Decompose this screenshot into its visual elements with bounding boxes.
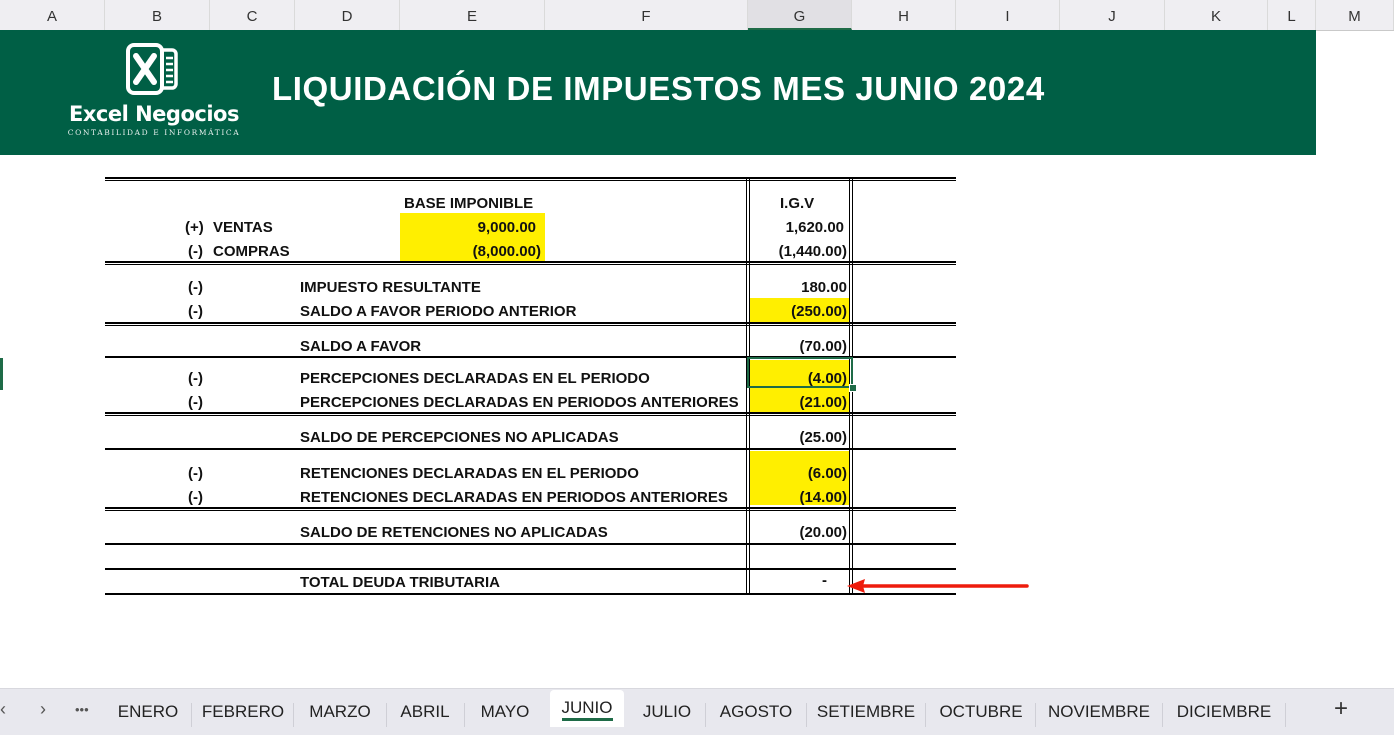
column-header-a[interactable]: A [0,0,105,30]
border-top [105,177,956,181]
red-arrow-annotation-icon [845,575,1035,597]
border-after-compras [105,261,956,265]
row-label-retenciones-periodo: RETENCIONES DECLARADAS EN EL PERIODO [300,465,639,482]
row-label-saldo-a-favor: SALDO A FAVOR [300,338,422,355]
add-sheet-button[interactable]: + [1334,695,1349,722]
border-after-saldo-percepciones [105,448,956,450]
title-banner [0,30,1316,155]
ventas-igv[interactable]: 1,620.00 [785,219,844,236]
tab-separator [191,703,192,727]
excel-logo-icon [124,42,184,100]
border-bottom [105,593,956,595]
tab-separator [806,703,807,727]
row-value-saldo-a-favor[interactable]: (70.00) [799,338,847,355]
tab-agosto[interactable]: AGOSTO [719,702,793,721]
row-value-retenciones-periodo[interactable]: (6.00) [807,465,847,482]
row-label-saldo-percepciones: SALDO DE PERCEPCIONES NO APLICADAS [300,429,619,446]
worksheet-grid[interactable] [0,155,1394,685]
column-header-j[interactable]: J [1060,0,1165,30]
column-header-k[interactable]: K [1165,0,1268,30]
row-label-saldo-retenciones: SALDO DE RETENCIONES NO APLICADAS [300,524,608,541]
row-label-retenciones-anteriores: RETENCIONES DECLARADAS EN PERIODOS ANTERIORES [300,489,728,506]
selected-cell-g[interactable] [747,357,853,388]
row-sign: (-) [188,394,203,411]
header-base-imponible: BASE IMPONIBLE [404,195,534,212]
sheet-tabs-bar [0,688,1394,735]
tab-junio-label: JUNIO [562,698,613,721]
column-header-m[interactable]: M [1316,0,1394,30]
row-label-impuesto-resultante: IMPUESTO RESULTANTE [300,279,481,296]
compras-label: COMPRAS [213,243,290,260]
excel-negocios-logo [66,42,242,147]
column-header-e[interactable]: E [400,0,545,30]
compras-igv[interactable]: (1,440.00) [778,243,847,260]
border-after-percepciones [105,412,956,416]
tab-julio[interactable]: JULIO [642,702,692,721]
row-sign: (-) [188,370,203,387]
tab-separator [464,703,465,727]
tab-separator [1162,703,1163,727]
brand-tagline: CONTABILIDAD E INFORMÁTICA [67,128,241,137]
column-header-d[interactable]: D [295,0,400,30]
row-sign: (-) [188,489,203,506]
tab-separator [925,703,926,727]
row-value-total-deuda[interactable]: - [822,572,827,589]
row-sign: (-) [188,279,203,296]
tab-mayo[interactable]: MAYO [480,702,530,721]
row-value-retenciones-anteriores[interactable]: (14.00) [799,489,847,506]
border-before-total [105,568,956,570]
tab-separator [1035,703,1036,727]
ventas-sign: (+) [185,219,204,236]
border-after-saldo-retenciones [105,543,956,545]
header-igv: I.G.V [780,195,815,212]
page-title: LIQUIDACIÓN DE IMPUESTOS MES JUNIO 2024 [272,70,1045,107]
row-value-percepciones-anteriores[interactable]: (21.00) [799,394,847,411]
ventas-label: VENTAS [213,219,273,236]
more-tabs-button[interactable]: ••• [75,702,89,717]
column-header-h[interactable]: H [852,0,956,30]
fill-handle[interactable] [849,384,857,392]
tab-separator [293,703,294,727]
column-header-g[interactable]: G [748,0,852,30]
row-sign: (-) [188,303,203,320]
column-header-i[interactable]: I [956,0,1060,30]
column-header-f[interactable]: F [545,0,748,30]
row-label-percepciones-periodo: PERCEPCIONES DECLARADAS EN EL PERIODO [300,370,650,387]
row-value-saldo-retenciones[interactable]: (20.00) [799,524,847,541]
tab-diciembre[interactable]: DICIEMBRE [1176,702,1272,721]
column-header-bar [0,0,1394,31]
compras-base[interactable]: (8,000.00) [472,243,541,260]
row-value-saldo-percepciones[interactable]: (25.00) [799,429,847,446]
row-label-total-deuda: TOTAL DEUDA TRIBUTARIA [300,574,500,591]
row-sign: (-) [188,465,203,482]
tab-separator [386,703,387,727]
row-label-percepciones-anteriores: PERCEPCIONES DECLARADAS EN PERIODOS ANTERIORES [300,394,739,411]
tab-junio[interactable] [550,690,624,727]
tab-octubre[interactable]: OCTUBRE [939,702,1023,721]
row-label-saldo-favor-anterior: SALDO A FAVOR PERIODO ANTERIOR [300,303,577,320]
tab-separator [1285,703,1286,727]
tab-setiembre[interactable]: SETIEMBRE [816,702,916,721]
row-value-percepciones-periodo[interactable]: (4.00) [807,370,847,387]
tab-separator [705,703,706,727]
column-header-c[interactable]: C [210,0,295,30]
row-value-impuesto-resultante[interactable]: 180.00 [801,279,847,296]
border-after-saldo-anterior [105,322,956,326]
tab-scroll-prev-button[interactable]: ‹ [0,699,6,719]
tab-abril[interactable]: ABRIL [400,702,450,721]
border-after-retenciones [105,507,956,511]
brand-name: Excel Negocios [69,102,239,126]
tab-febrero[interactable]: FEBRERO [201,702,285,721]
tab-noviembre[interactable]: NOVIEMBRE [1047,702,1151,721]
tab-enero[interactable]: ENERO [117,702,179,721]
compras-sign: (-) [188,243,203,260]
tab-marzo[interactable]: MARZO [309,702,371,721]
row-value-saldo-favor-anterior[interactable]: (250.00) [791,303,847,320]
tab-scroll-next-button[interactable]: › [40,699,46,719]
column-header-l[interactable]: L [1268,0,1316,30]
column-header-b[interactable]: B [105,0,210,30]
ventas-base[interactable]: 9,000.00 [477,219,536,236]
